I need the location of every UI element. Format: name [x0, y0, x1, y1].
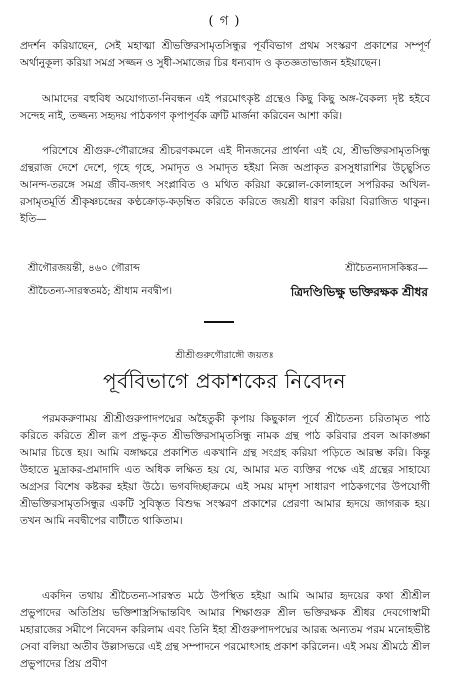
signature-line-1 — [28, 262, 428, 276]
signature-place: শ্রীচৈতন্য-সারস্বতমঠ; শ্রীধাম নবদ্বীপ। — [28, 286, 173, 297]
paragraph-sponsor: প্রদর্শন করিয়াছেন, সেই মহাত্মা শ্রীভক্তিরসামৃতসিন্ধুর পূর্ববিভাগ প্রথম সংস্করণ প্রকাশের সম্পূর্ণ অর্থানুকূল্য করিয়া সমগ্র সজ্জন ও সুধী-সমাজের চির ধন্যবাদ ও কৃতজ্ঞতাভাজন হইয়াছেন। — [20, 40, 430, 69]
paragraph-apology: আমাদের বহুবিধ অযোগ্যতা-নিবন্ধন এই পরমোৎকৃষ্ট গ্রন্থেও কিছু কিছু অঙ্গ-বৈকল্য দৃষ্ট হইবে সন্দেহ নাই, তজ্জন্য সহৃদয় পাঠকগণ কৃপাপূর্বক ত্রুটি মার্জনা করিবেন আশা করি। — [20, 93, 430, 122]
invocation: শ্রীশ্রীগুরুগৌরাঙ্গৌ জয়তঃ — [175, 350, 274, 361]
signature-date: শ্রীগৌরজয়ন্তী, ৪৬০ গৌরাব্দ — [28, 263, 140, 274]
signature-title: শ্রীচৈতন্যদাসকিঙ্কর— — [345, 263, 428, 274]
section-divider — [204, 321, 234, 323]
paragraph-prayer: পরিশেষে শ্রীগুরু-গৌরাঙ্গের শ্রীচরণকমলে এই দীনজনের প্রার্থনা এই যে, শ্রীভক্তিরসামৃতসিন্ধু গ্রন্থরাজ দেশে দেশে, গৃহে গৃহে, সমাদৃত ও সমাদৃত হইয়া নিজ অপ্রাকৃত রসসুধারাশির উচ্ছ্বসিত আনন্দ-তরঙ্গে সমগ্র জীব-জগৎ সংপ্লাবিত ও মথিত করিয়া কল্লোল-কোলাহলে সপরিকর অখিল-রসামৃতমূর্তি শ্রীকৃষ্ণচন্দ্রের কণ্ঠক্রোড়-কড়ম্বিত করিতে করিতে জয়শ্রী ধারণ করিয়া বিরাজিত থাকুন। ইতি— — [20, 145, 430, 225]
signature-name: ত্রিদণ্ডিভিক্ষু ভক্তিরক্ষক শ্রীধর — [290, 285, 428, 299]
page-number: ( গ ) — [208, 14, 241, 29]
signature-line-2 — [28, 285, 428, 299]
paragraph-publisher-intro: পরমকরুণাময় শ্রীশ্রীগুরুপাদপদ্মের অহৈতুকী কৃপায় কিছুকাল পূর্বে শ্রীচৈতন্য চরিতামৃত পাঠ করিতে করিতে শ্রীল রূপ প্রভু-কৃত শ্রীভক্তিরসামৃতসিন্ধু নামক গ্রন্থ পাঠ করিবার প্রবল আকাঙ্ক্ষা আমার চিত্তে হয়। আমি বঙ্গাক্ষরে প্রকাশিত একখানি গ্রন্থ সংগ্রহ করিয়া পড়িতে আরম্ভ করি। কিন্তু উহাতে মুদ্রাকর-প্রমাদাদি এত অধিক লক্ষিত হয় যে, আমার মত ব্যক্তির পক্ষে এই গ্রন্থের সাহায্যে অগ্রসর বিশেষ কষ্টকর হইয়া উঠে। ভগবদিচ্ছাক্রমে এই সময় মাদৃশ সাধারণ পাঠকগণের উপযোগী শ্রীভক্তিরসামৃতসিন্ধুর একটি সুবিস্তৃত বিশুদ্ধ সংস্করণ প্রকাশের প্রেরণা আমার হৃদয়ে জাগরূক হয়। তখন আমি নবদ্বীপের বাটীতে থাকিতাম। — [20, 413, 430, 527]
section-title: পূর্ববিভাগে প্রকাশকের নিবেদন — [103, 369, 346, 393]
paragraph-publisher-visit: একদিন তথায় শ্রীচৈতন্য-সারস্বত মঠে উপস্থিত হইয়া আমি আমার হৃদয়ের কথা শ্রীশ্রীল প্রভুপাদের অতিপ্রিয় ভক্তিশাস্ত্রসিদ্ধান্তবিৎ আমার শিক্ষাগুরু শ্রীল ভক্তিরক্ষক শ্রীধর দেবগোস্বামী মহারাজের সমীপে নিবেদন করিলাম এবং তিনি ইহা শ্রীগুরুপাদপদ্মের আরব্ধ অন্যতম পরম মনোহভীষ্ট সেবা বলিয়া অতীব উল্লাসভরে এই গ্রন্থ সম্পাদনে পরমোৎসাহ প্রকাশ করিলেন। এই সময় শ্রীমঠে শ্রীল প্রভুপাদের প্রিয় প্রবীণ — [20, 590, 430, 670]
